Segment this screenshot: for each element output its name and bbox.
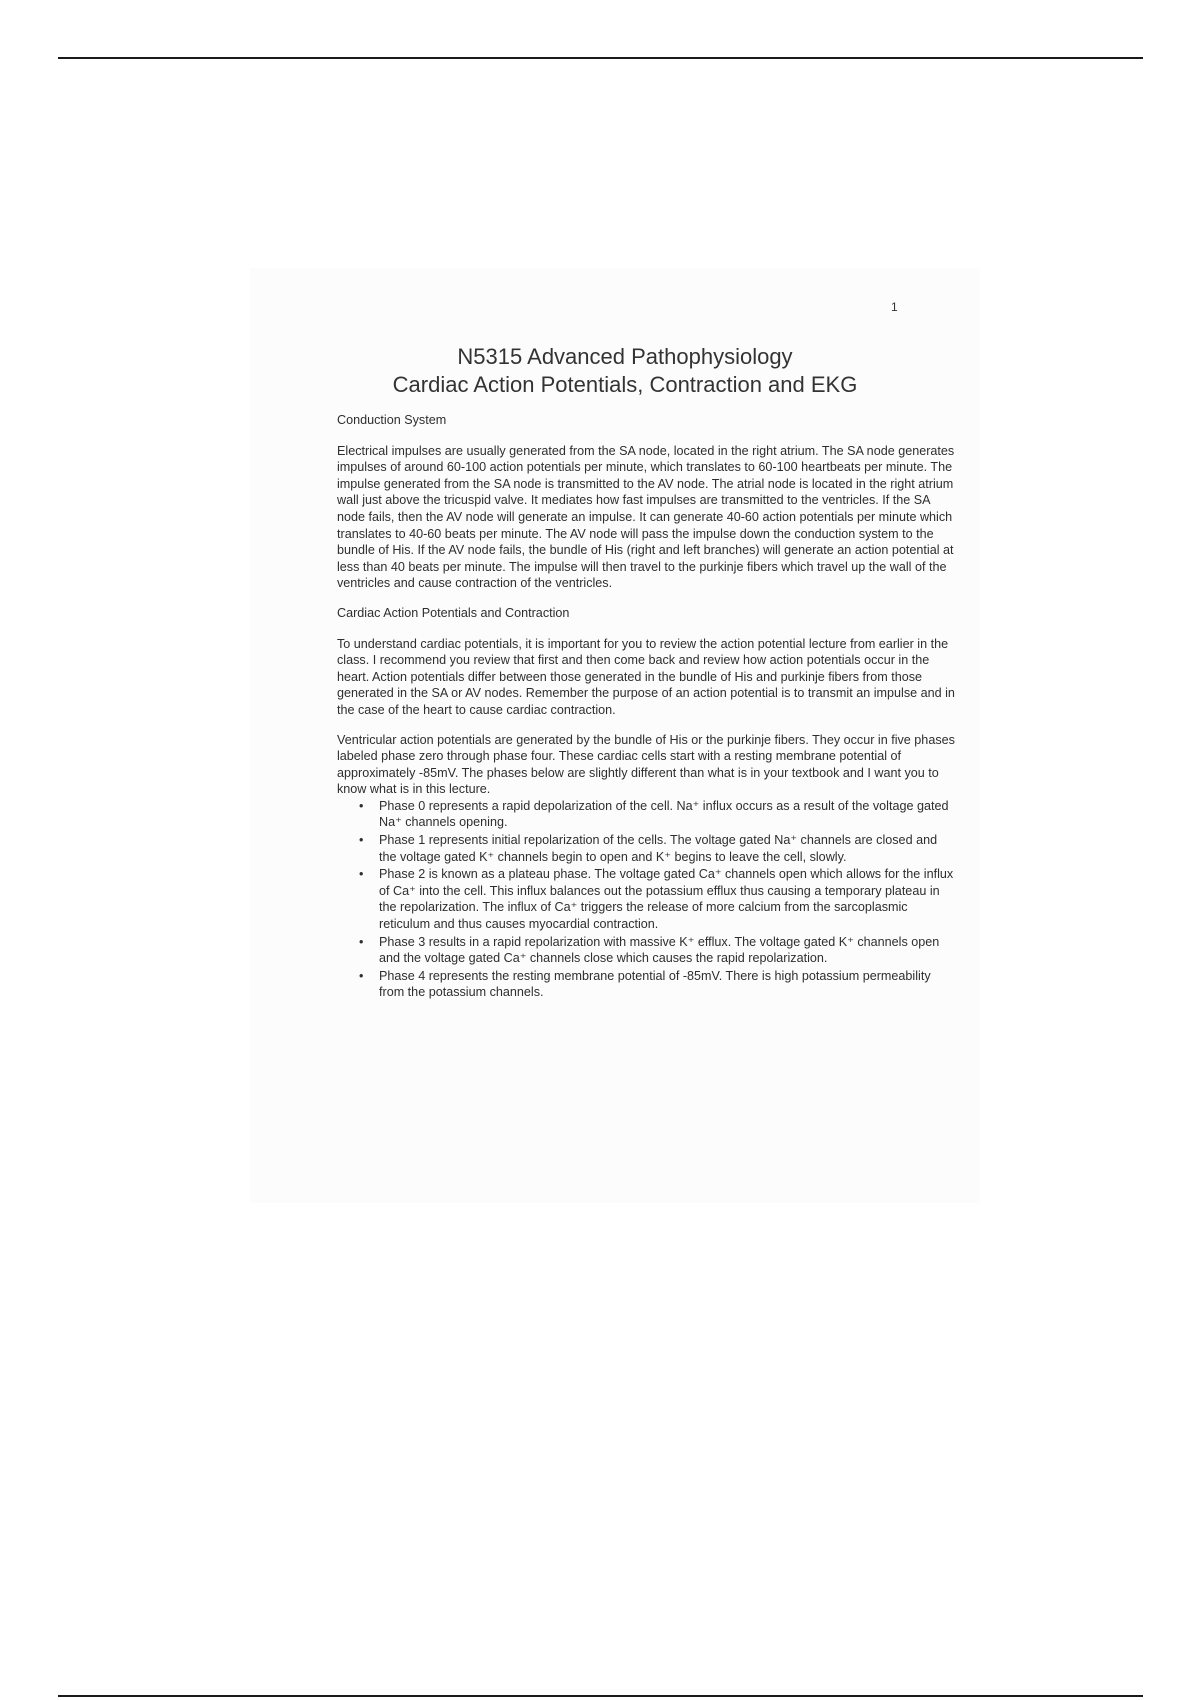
list-item-phase-2 <box>359 866 957 932</box>
list-item-text: Phase 3 results in a rapid repolarization with massive K⁺ efflux. The voltage gated K⁺ channels open and the voltage gated Ca⁺ channels close which causes the rapid repolarization. <box>379 934 940 966</box>
bottom-divider <box>58 1695 1143 1697</box>
list-item-phase-0 <box>359 798 957 831</box>
bullet-icon: • <box>359 968 364 983</box>
paragraph-action-potentials-2: Ventricular action potentials are generated by the bundle of His or the purkinje fibers. They occur in five phases labeled phase zero through phase four. These cardiac cells start with a resting membrane potential of approximately -85mV. The phases below are slightly different than what is in your textbook and I want you to know what is in this lecture. <box>337 732 955 797</box>
bullet-icon: • <box>359 833 364 848</box>
list-item-phase-3 <box>359 934 957 967</box>
list-item-text: Phase 4 represents the resting membrane potential of -85mV. There is high potassium permeability from the potassium channels. <box>379 968 931 1000</box>
document-title <box>330 343 920 399</box>
top-divider <box>58 57 1143 59</box>
paragraph-action-potentials-1: To understand cardiac potentials, it is important for you to review the action potential lecture from earlier in the class. I recommend you review that first and then come back and review how action potentials occur in the heart. Action potentials differ between those generated in the bundle of His and purkinje fibers from those generated in the SA or AV nodes. Remember the purpose of an action potential is to transmit an impulse and in the case of the heart to cause cardiac contraction. <box>337 636 955 717</box>
title-line-2: Cardiac Action Potentials, Contraction and EKG <box>392 372 858 397</box>
paragraph-conduction: Electrical impulses are usually generated from the SA node, located in the right atrium. The SA node generates impulses of around 60-100 action potentials per minute, which translates to 60-100 heartbeats per minute. The impulse generated from the SA node is transmitted to the AV node. The atrial node is located in the right atrium wall just above the tricuspid valve. It mediates how fast impulses are transmitted to the ventricles. If the SA node fails, then the AV node will generate an impulse. It can generate 40-60 action potentials per minute which translates to 40-60 beats per minute. The AV node will pass the impulse down the conduction system to the bundle of His. If the AV node fails, the bundle of His (right and left branches) will generate an action potential at less than 40 beats per minute. The impulse will then travel to the purkinje fibers which travel up the wall of the ventricles and cause contraction of the ventricles. <box>337 443 955 591</box>
list-item-phase-1 <box>359 832 957 865</box>
section-heading-conduction: Conduction System <box>337 413 447 427</box>
section-heading-action-potentials: Cardiac Action Potentials and Contraction <box>337 605 570 620</box>
title-line-1: N5315 Advanced Pathophysiology <box>457 344 793 369</box>
page-number: 1 <box>891 300 898 314</box>
list-item-text: Phase 2 is known as a plateau phase. The voltage gated Ca⁺ channels open which allows for the influx of Ca⁺ into the cell. This influx balances out the potassium efflux thus causing a temporary plateau in the repolarization. The influx of Ca⁺ triggers the release of more calcium from the sarcoplasmic reticulum and thus causes myocardial contraction. <box>379 867 954 932</box>
bullet-icon: • <box>359 867 364 882</box>
document-body <box>337 412 957 1002</box>
list-item-text: Phase 0 represents a rapid depolarization of the cell. Na⁺ influx occurs as a result of the voltage gated Na⁺ channels opening. <box>379 798 949 830</box>
list-item-phase-4 <box>359 968 957 1001</box>
bullet-icon: • <box>359 934 364 949</box>
bullet-icon: • <box>359 798 364 813</box>
phase-list <box>337 798 957 1001</box>
list-item-text: Phase 1 represents initial repolarization of the cells. The voltage gated Na⁺ channels are closed and the voltage gated K⁺ channels begin to open and K⁺ begins to leave the cell, slowly. <box>379 833 938 864</box>
